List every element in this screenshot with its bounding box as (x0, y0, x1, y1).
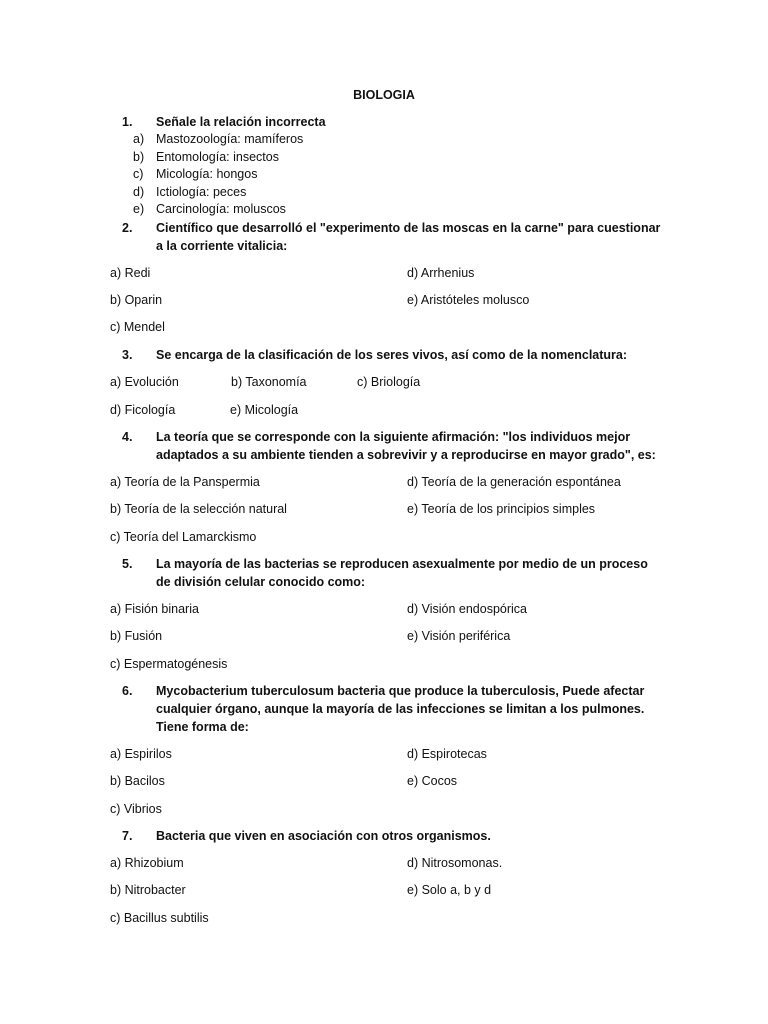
q3-option-b: b) Taxonomía (231, 375, 307, 389)
q2-option-a: a) Redi (110, 266, 151, 280)
question-6 (122, 682, 662, 736)
question-number: 7. (122, 829, 133, 843)
q2-option-e: e) Aristóteles molusco (407, 293, 530, 307)
question-text: Bacteria que viven en asociación con otros organismos. (156, 829, 491, 843)
q5-option-b: b) Fusión (110, 629, 163, 643)
question-7 (122, 827, 662, 845)
q4-option-b: b) Teoría de la selección natural (110, 502, 287, 516)
q1-option-b: b) Entomología: insectos (133, 149, 279, 164)
q4-option-a: a) Teoría de la Panspermia (110, 475, 260, 489)
question-1 (122, 113, 662, 131)
question-5 (122, 555, 662, 591)
q5-option-c: c) Espermatogénesis (110, 657, 228, 671)
question-4 (122, 428, 662, 464)
q2-option-b: b) Oparin (110, 293, 163, 307)
question-number: 2. (122, 221, 133, 235)
question-number: 3. (122, 348, 133, 362)
question-text: Se encarga de la clasificación de los seres vivos, así como de la nomenclatura: (156, 348, 628, 362)
q6-option-c: c) Vibrios (110, 802, 162, 816)
question-text: Científico que desarrolló el "experimento de las moscas en la carne" para cuestionar a la corriente vitalicia: (156, 221, 661, 253)
q4-option-d: d) Teoría de la generación espontánea (407, 475, 621, 489)
q6-option-d: d) Espirotecas (407, 747, 487, 761)
question-text: Mycobacterium tuberculosum bacteria que produce la tuberculosis, Puede afectar cualquier órgano, aunque la mayoría de las infecciones se limitan a los pulmones. Tiene forma de: (156, 684, 645, 734)
q3-option-a: a) Evolución (110, 375, 179, 389)
q7-option-d: d) Nitrosomonas. (407, 856, 503, 870)
question-text: Señale la relación incorrecta (156, 115, 326, 129)
q7-option-e: e) Solo a, b y d (407, 883, 492, 897)
question-number: 1. (122, 115, 133, 129)
question-number: 5. (122, 557, 133, 571)
q7-option-c: c) Bacillus subtilis (110, 911, 209, 925)
q2-option-c: c) Mendel (110, 320, 165, 334)
q1-option-e: e) Carcinología: moluscos (133, 202, 286, 217)
q1-option-a: a) Mastozoología: mamíferos (133, 132, 304, 146)
q5-option-d: d) Visión endospórica (407, 602, 527, 616)
page-title: BIOLOGIA (353, 88, 415, 102)
question-2 (122, 219, 662, 255)
q6-option-e: e) Cocos (407, 774, 458, 788)
q1-option-c: c) Micología: hongos (133, 167, 258, 182)
question-number: 6. (122, 684, 133, 698)
q4-option-c: c) Teoría del Lamarckismo (110, 530, 257, 544)
question-text: La mayoría de las bacterias se reproducen asexualmente por medio de un proceso de división celular conocido como: (156, 557, 648, 589)
q1-option-d: d) Ictiología: peces (133, 184, 247, 199)
q6-option-b: b) Bacilos (110, 774, 165, 788)
question-number: 4. (122, 430, 133, 444)
q5-option-e: e) Visión periférica (407, 629, 511, 643)
q3-option-e: e) Micología (230, 403, 299, 417)
question-text: La teoría que se corresponde con la siguiente afirmación: "los individuos mejor adaptados a su ambiente tienden a sobrevivir y a reproducirse en mayor grado", es: (156, 430, 656, 462)
q3-option-d: d) Ficología (110, 403, 176, 417)
q5-option-a: a) Fisión binaria (110, 602, 199, 616)
question-3 (122, 346, 662, 364)
q2-option-d: d) Arrhenius (407, 266, 475, 280)
q6-option-a: a) Espirilos (110, 747, 172, 761)
q7-option-a: a) Rhizobium (110, 856, 184, 870)
q3-option-c: c) Briología (357, 375, 421, 389)
q4-option-e: e) Teoría de los principios simples (407, 502, 596, 516)
q7-option-b: b) Nitrobacter (110, 883, 186, 897)
